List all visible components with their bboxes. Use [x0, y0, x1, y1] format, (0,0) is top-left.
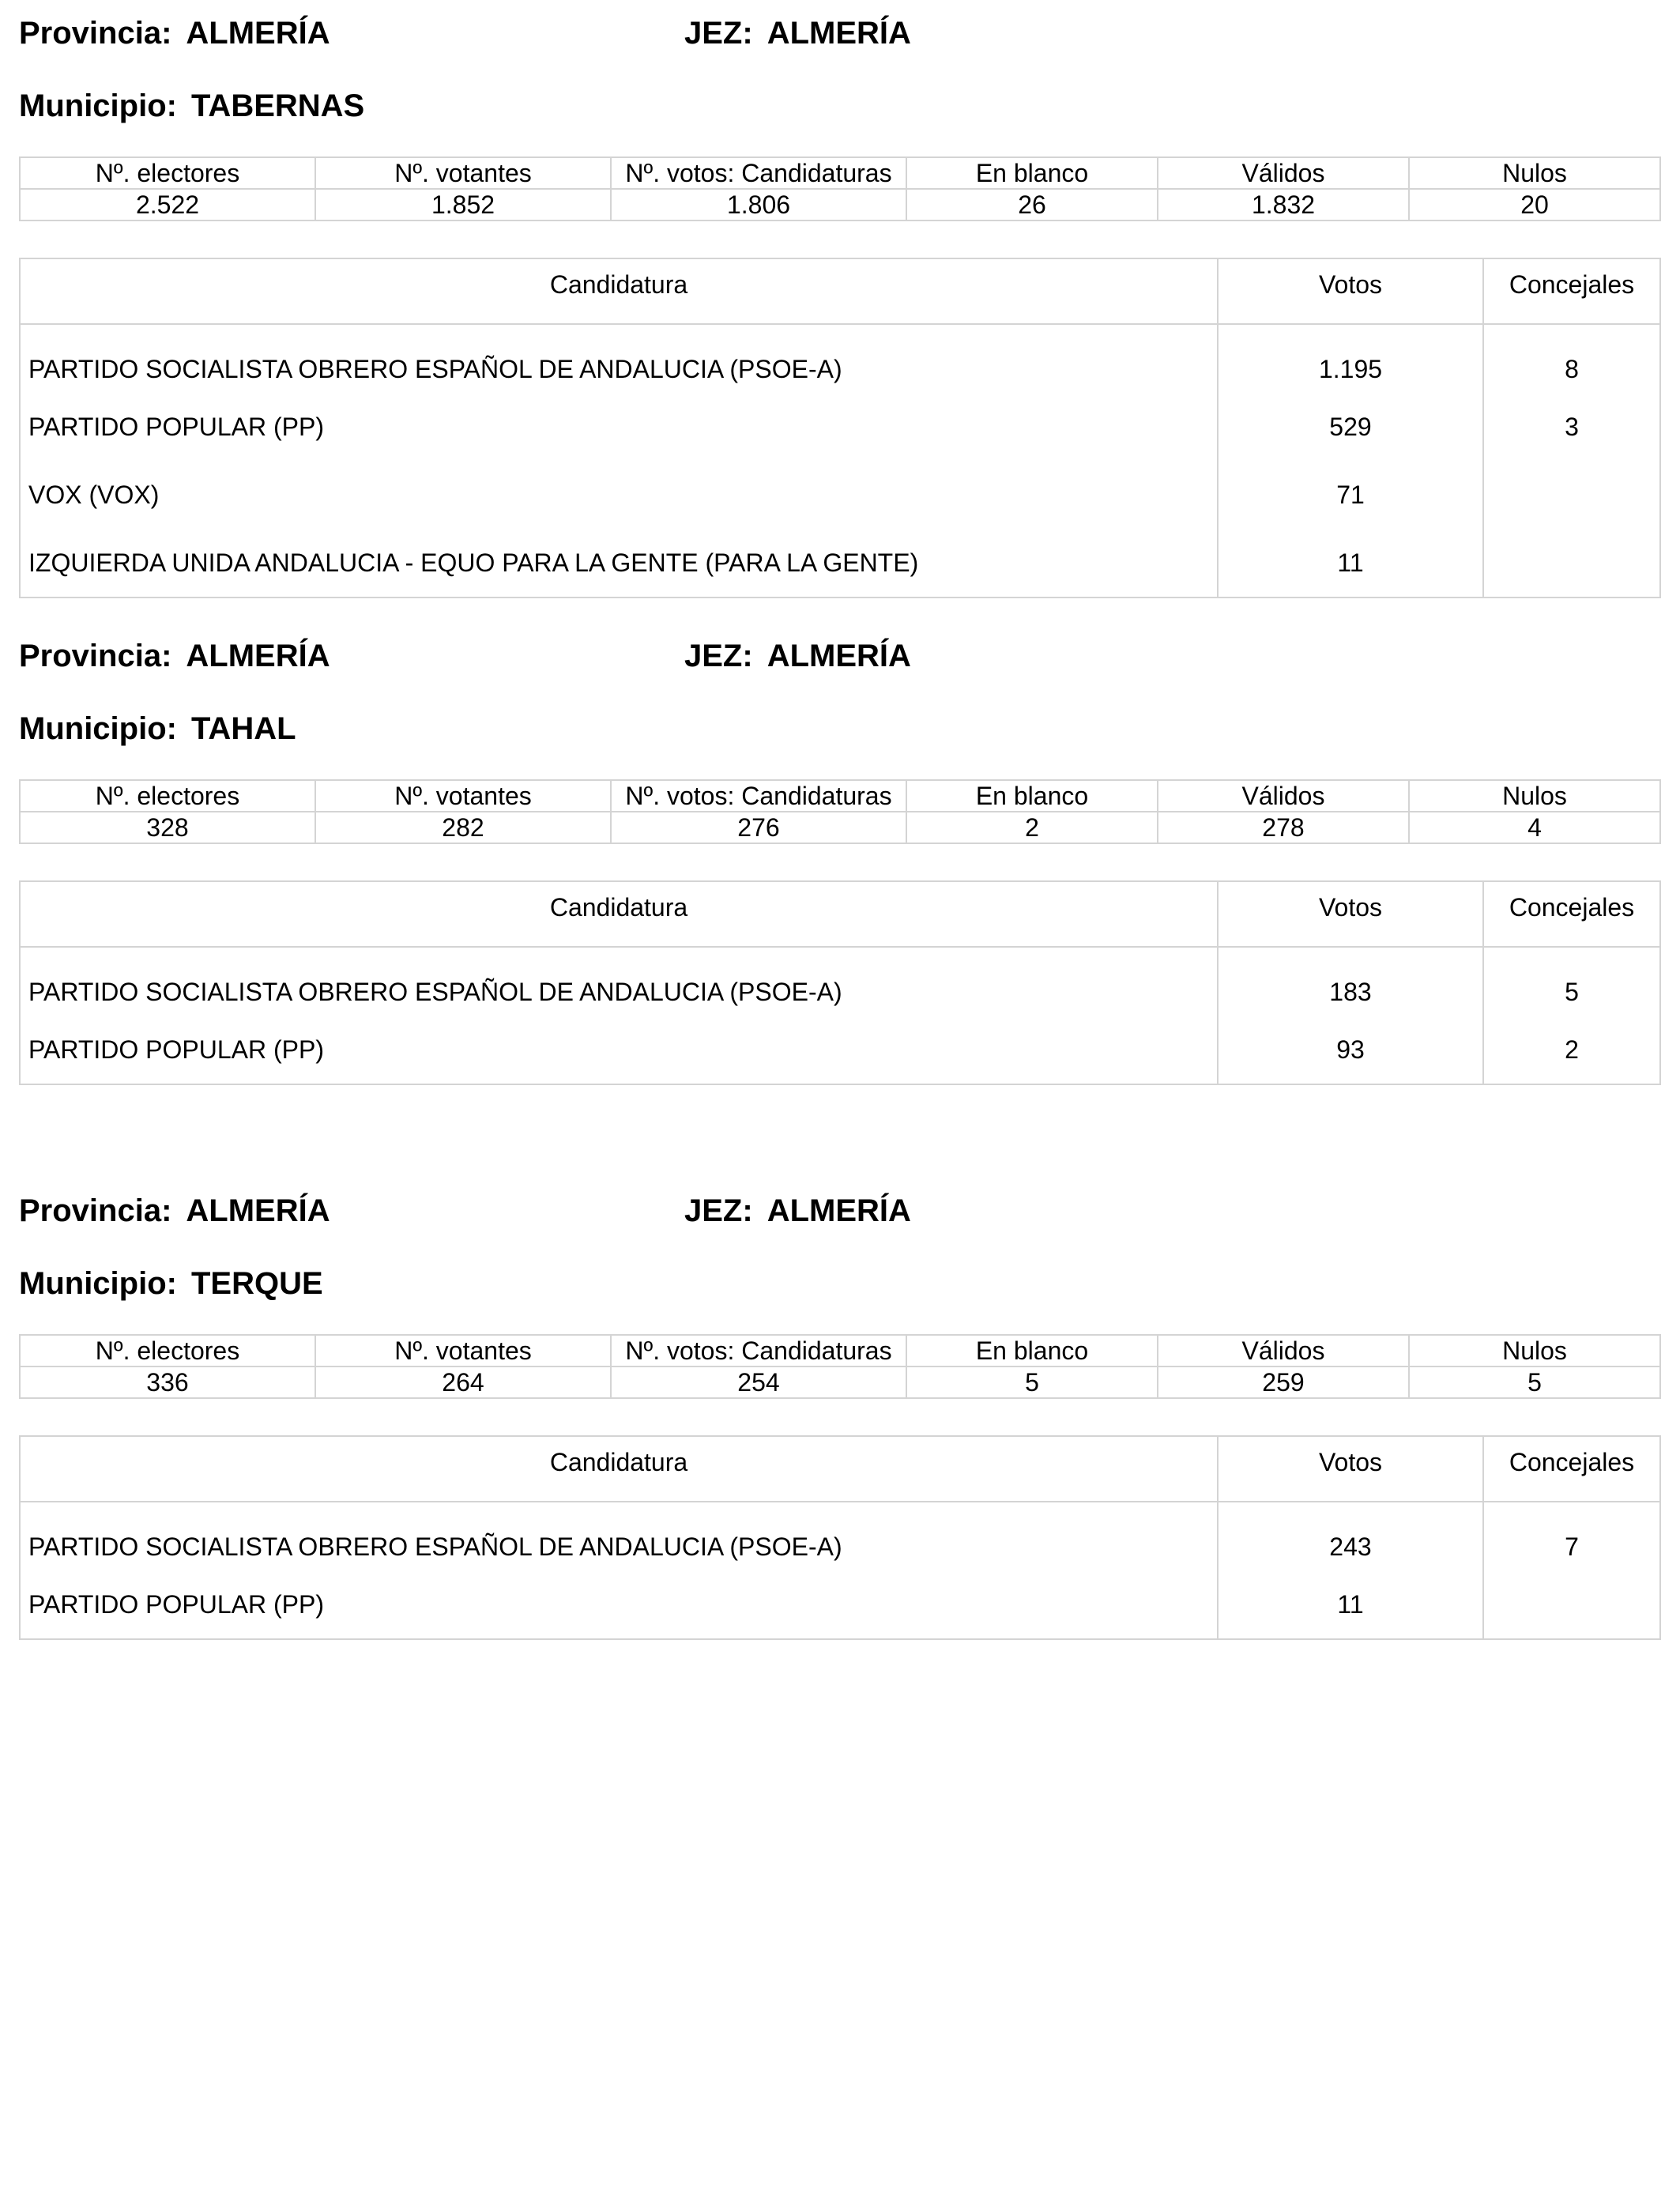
summary-header-cell: En blanco: [906, 1335, 1158, 1367]
candidatura-header: Candidatura: [20, 881, 1218, 947]
jez-label: JEZ:: [684, 1193, 753, 1228]
provincia-heading: [19, 17, 330, 49]
municipio-heading: [19, 90, 364, 122]
candidatura-header: Candidatura: [20, 1436, 1218, 1502]
candidatura-concejales: [1483, 529, 1660, 598]
provincia-label: Provincia:: [19, 1193, 172, 1228]
candidatura-votos: 11: [1218, 529, 1483, 598]
candidatura-concejales: 3: [1483, 393, 1660, 461]
municipio-value: TAHAL: [190, 711, 296, 746]
concejales-header: Concejales: [1483, 881, 1660, 947]
candidatura-votos: 243: [1218, 1502, 1483, 1570]
summary-header-cell: Nº. electores: [20, 157, 315, 189]
candidatura-name: PARTIDO SOCIALISTA OBRERO ESPAÑOL DE ANDALUCIA (PSOE-A): [20, 947, 1218, 1016]
summary-table: [19, 779, 1661, 844]
summary-value-cell: 20: [1409, 189, 1660, 221]
summary-header-cell: Válidos: [1158, 780, 1409, 812]
summary-value-cell: 2.522: [20, 189, 315, 221]
votos-header: Votos: [1218, 881, 1483, 947]
summary-table: [19, 1334, 1661, 1399]
candidaturas-header-row: [20, 1436, 1660, 1502]
summary-value-cell: 2: [906, 812, 1158, 843]
jez-heading: [684, 640, 911, 672]
candidatura-votos: 93: [1218, 1016, 1483, 1084]
summary-value-cell: 336: [20, 1367, 315, 1398]
summary-value-cell: 259: [1158, 1367, 1409, 1398]
summary-value-cell: 1.806: [611, 189, 906, 221]
jez-value: ALMERÍA: [767, 1193, 911, 1228]
provincia-label: Provincia:: [19, 16, 172, 51]
candidatura-concejales: 8: [1483, 324, 1660, 393]
candidatura-votos: 1.195: [1218, 324, 1483, 393]
provincia-value: ALMERÍA: [186, 16, 330, 51]
summary-value-cell: 264: [315, 1367, 611, 1398]
candidatura-votos: 71: [1218, 461, 1483, 529]
municipio-label: Municipio:: [19, 89, 177, 123]
summary-value-cell: 1.832: [1158, 189, 1409, 221]
table-row: [20, 393, 1660, 461]
summary-header-cell: Válidos: [1158, 157, 1409, 189]
jez-value: ALMERÍA: [767, 639, 911, 673]
table-row: [20, 1016, 1660, 1084]
summary-header-cell: Nº. votos: Candidaturas: [611, 780, 906, 812]
votos-header: Votos: [1218, 1436, 1483, 1502]
candidaturas-header-row: [20, 881, 1660, 947]
candidatura-name: PARTIDO SOCIALISTA OBRERO ESPAÑOL DE ANDALUCIA (PSOE-A): [20, 324, 1218, 393]
summary-header-cell: Nº. votos: Candidaturas: [611, 157, 906, 189]
candidatura-votos: 529: [1218, 393, 1483, 461]
summary-header-cell: Nº. votantes: [315, 780, 611, 812]
summary-value-row: [20, 189, 1660, 221]
concejales-header: Concejales: [1483, 1436, 1660, 1502]
candidatura-name: IZQUIERDA UNIDA ANDALUCIA - EQUO PARA LA GENTE (PARA LA GENTE): [20, 529, 1218, 598]
provincia-value: ALMERÍA: [186, 1193, 330, 1228]
provincia-label: Provincia:: [19, 639, 172, 673]
candidatura-name: PARTIDO POPULAR (PP): [20, 1570, 1218, 1639]
table-row: [20, 529, 1660, 598]
municipio-heading: [19, 713, 296, 745]
summary-header-cell: Nulos: [1409, 780, 1660, 812]
summary-value-cell: 1.852: [315, 189, 611, 221]
provincia-heading: [19, 640, 330, 672]
summary-header-cell: Nulos: [1409, 1335, 1660, 1367]
municipio-value: TABERNAS: [190, 89, 365, 123]
municipio-section-terque: [19, 1193, 1659, 1652]
jez-heading: [684, 17, 911, 49]
summary-value-cell: 328: [20, 812, 315, 843]
candidatura-concejales: 7: [1483, 1502, 1660, 1570]
summary-value-cell: 4: [1409, 812, 1660, 843]
jez-label: JEZ:: [684, 639, 753, 673]
summary-value-cell: 5: [906, 1367, 1158, 1398]
candidaturas-table: [19, 1435, 1661, 1640]
summary-value-cell: 26: [906, 189, 1158, 221]
summary-header-row: [20, 1335, 1660, 1367]
municipio-heading: [19, 1268, 323, 1299]
summary-header-row: [20, 157, 1660, 189]
summary-header-cell: Nº. votos: Candidaturas: [611, 1335, 906, 1367]
summary-header-cell: Válidos: [1158, 1335, 1409, 1367]
jez-value: ALMERÍA: [767, 16, 911, 51]
candidatura-name: VOX (VOX): [20, 461, 1218, 529]
municipio-label: Municipio:: [19, 1266, 177, 1301]
summary-header-cell: En blanco: [906, 780, 1158, 812]
table-row: [20, 461, 1660, 529]
summary-header-cell: En blanco: [906, 157, 1158, 189]
summary-table: [19, 156, 1661, 221]
jez-label: JEZ:: [684, 16, 753, 51]
candidatura-name: PARTIDO POPULAR (PP): [20, 393, 1218, 461]
municipio-value: TERQUE: [190, 1266, 323, 1301]
municipio-section-tabernas: [19, 16, 1659, 601]
summary-value-cell: 276: [611, 812, 906, 843]
provincia-heading: [19, 1195, 330, 1227]
summary-value-row: [20, 1367, 1660, 1398]
candidatura-name: PARTIDO SOCIALISTA OBRERO ESPAÑOL DE ANDALUCIA (PSOE-A): [20, 1502, 1218, 1570]
summary-value-row: [20, 812, 1660, 843]
municipio-label: Municipio:: [19, 711, 177, 746]
summary-header-cell: Nº. electores: [20, 1335, 315, 1367]
summary-header-row: [20, 780, 1660, 812]
candidaturas-table: [19, 880, 1661, 1085]
candidaturas-header-row: [20, 258, 1660, 324]
provincia-value: ALMERÍA: [186, 639, 330, 673]
candidatura-concejales: [1483, 1570, 1660, 1639]
jez-heading: [684, 1195, 911, 1227]
summary-value-cell: 254: [611, 1367, 906, 1398]
concejales-header: Concejales: [1483, 258, 1660, 324]
votos-header: Votos: [1218, 258, 1483, 324]
candidatura-votos: 11: [1218, 1570, 1483, 1639]
summary-header-cell: Nulos: [1409, 157, 1660, 189]
summary-value-cell: 278: [1158, 812, 1409, 843]
candidatura-concejales: [1483, 461, 1660, 529]
summary-header-cell: Nº. electores: [20, 780, 315, 812]
table-row: [20, 324, 1660, 393]
candidatura-name: PARTIDO POPULAR (PP): [20, 1016, 1218, 1084]
table-row: [20, 1570, 1660, 1639]
summary-value-cell: 282: [315, 812, 611, 843]
candidatura-header: Candidatura: [20, 258, 1218, 324]
candidaturas-table: [19, 258, 1661, 598]
table-row: [20, 1502, 1660, 1570]
summary-value-cell: 5: [1409, 1367, 1660, 1398]
summary-header-cell: Nº. votantes: [315, 1335, 611, 1367]
candidatura-concejales: 5: [1483, 947, 1660, 1016]
table-row: [20, 947, 1660, 1016]
municipio-section-tahal: [19, 639, 1659, 1097]
candidatura-concejales: 2: [1483, 1016, 1660, 1084]
candidatura-votos: 183: [1218, 947, 1483, 1016]
summary-header-cell: Nº. votantes: [315, 157, 611, 189]
